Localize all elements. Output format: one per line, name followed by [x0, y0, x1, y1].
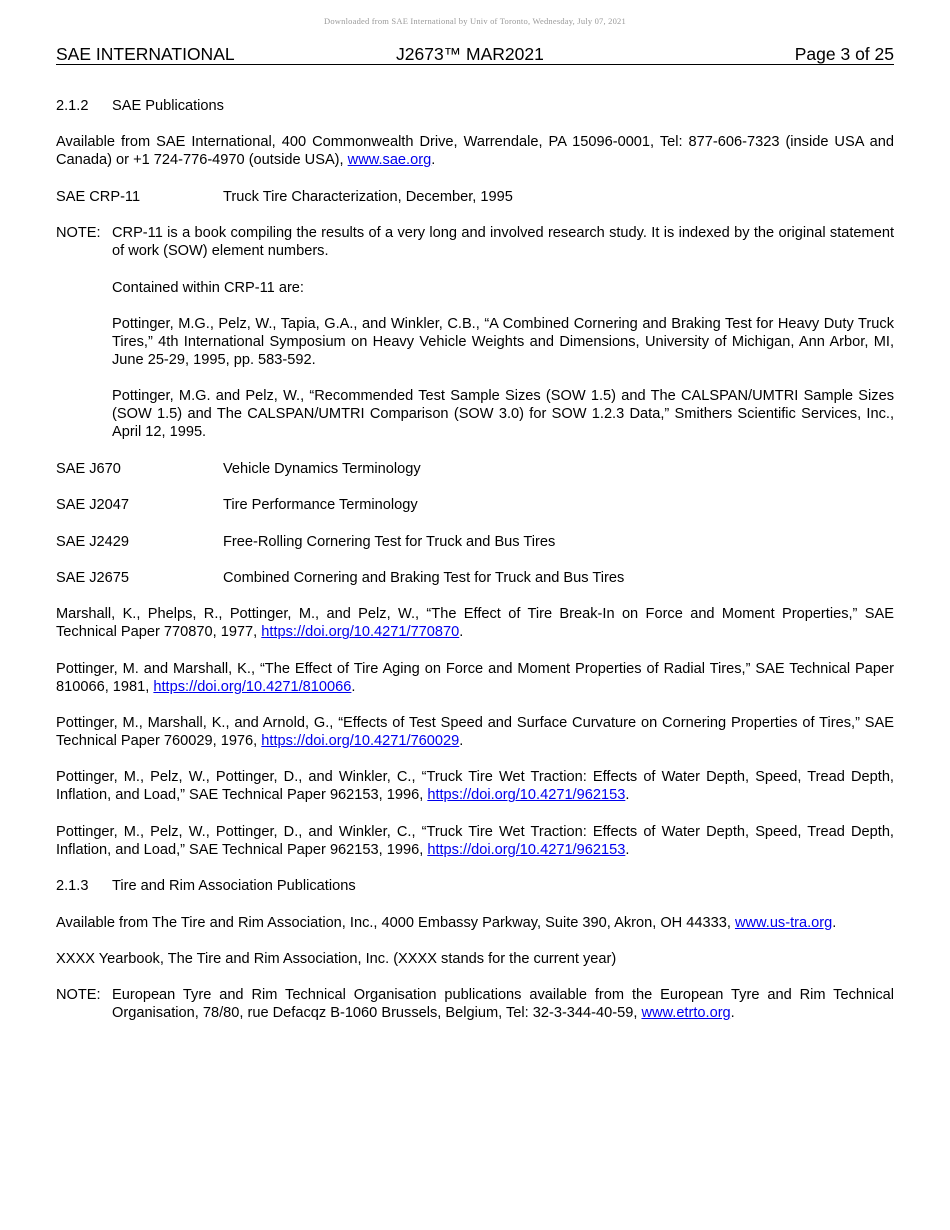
- reference-code: SAE J2675: [56, 569, 130, 586]
- etrto-website-link[interactable]: www.etrto.org: [641, 1005, 731, 1022]
- reference-code: SAE J2429: [56, 533, 130, 550]
- header-doc-number: J2673™ MAR2021: [396, 44, 544, 64]
- citation-pottinger-aging: [56, 660, 894, 696]
- contained-within-text: Contained within CRP-11 are:: [112, 279, 304, 296]
- note-text: CRP-11 is a book compiling the results of a very long and involved research study. It is indexed by the original statement of work (SOW) element numbers.: [112, 225, 894, 260]
- doi-link-810066[interactable]: https://doi.org/10.4271/810066: [153, 678, 352, 695]
- period: .: [459, 733, 464, 750]
- reference-title: Combined Cornering and Braking Test for Truck and Bus Tires: [223, 569, 625, 586]
- citation-marshall-break-in: [56, 605, 894, 641]
- note-text: [112, 986, 894, 1022]
- reference-j670: [56, 460, 894, 478]
- citation-pottinger-wet-traction-duplicate: [56, 823, 894, 859]
- citation-pottinger-test-speed: [56, 714, 894, 750]
- header-publisher: SAE INTERNATIONAL: [56, 44, 235, 64]
- period: .: [431, 152, 436, 169]
- citation-pottinger-wet-traction: [56, 768, 894, 804]
- citation-pottinger-combined: Pottinger, M.G., Pelz, W., Tapia, G.A., and Winkler, C.B., “A Combined Cornering and Braking Test for Heavy Duty Truck Tires,” 4th International Symposium on Heavy Vehicle Weights and Dimensions, University of Michigan, Ann Arbor, MI, June 25-29, 1995, pp. 583-592.: [112, 315, 894, 368]
- citation-text: Pottinger, M., Marshall, K., and Arnold, G., “Effects of Test Speed and Surface Curvature on Cornering Properties of Tires,” SAE Technical Paper 760029, 1976,: [56, 715, 894, 750]
- document-body: [56, 97, 894, 1041]
- doi-link-962153[interactable]: https://doi.org/10.4271/962153: [427, 787, 626, 804]
- doi-link-770870[interactable]: https://doi.org/10.4271/770870: [261, 624, 460, 641]
- citation-text: Pottinger, M. and Marshall, K., “The Effect of Tire Aging on Force and Moment Properties of Radial Tires,” SAE Technical Paper 810066, 1981,: [56, 660, 894, 695]
- tra-website-link[interactable]: www.us-tra.org: [734, 914, 833, 931]
- reference-title: Free-Rolling Cornering Test for Truck and Bus Tires: [223, 533, 556, 550]
- doi-link-962153[interactable]: https://doi.org/10.4271/962153: [427, 841, 626, 858]
- reference-code: SAE J670: [56, 460, 121, 477]
- reference-j2429: [56, 533, 894, 551]
- note-body-text: European Tyre and Rim Technical Organisation publications available from the European Tyre and Rim Technical Organisation, 78/80, rue Defacqz B-1060 Brussels, Belgium, Tel: 32-3-344-40-59,: [112, 987, 894, 1022]
- reference-title: Vehicle Dynamics Terminology: [223, 460, 421, 477]
- sae-website-link[interactable]: www.sae.org: [347, 152, 432, 169]
- reference-title: Truck Tire Characterization, December, 1995: [223, 188, 513, 205]
- period: .: [625, 841, 630, 858]
- period: .: [625, 787, 630, 804]
- section-2-1-2-heading: [56, 97, 894, 115]
- note-crp-11: [56, 224, 894, 260]
- paragraph-text: Available from SAE International, 400 Commonwealth Drive, Warrendale, PA 15096-0001, Tel: 877-606-7323 (inside USA and Canada) or +1 724-776-4970 (outside USA),: [56, 134, 894, 169]
- reference-j2047: [56, 496, 894, 514]
- period: .: [832, 914, 837, 931]
- header-page-number: Page 3 of 25: [794, 44, 894, 64]
- section-title: SAE Publications: [112, 98, 224, 114]
- note-label: NOTE:: [56, 225, 101, 242]
- tra-yearbook-reference: XXXX Yearbook, The Tire and Rim Association, Inc. (XXXX stands for the current year): [56, 951, 617, 968]
- section-title: Tire and Rim Association Publications: [112, 878, 356, 895]
- tra-availability-paragraph: [56, 914, 894, 932]
- note-etrto: [56, 986, 894, 1022]
- reference-code: SAE J2047: [56, 497, 130, 514]
- download-watermark: Downloaded from SAE International by Univ of Toronto, Wednesday, July 07, 2021: [324, 16, 626, 26]
- paragraph-text: Available from The Tire and Rim Association, Inc., 4000 Embassy Parkway, Suite 390, Akron, OH 44333,: [56, 914, 735, 931]
- citation-pottinger-sample-sizes: Pottinger, M.G. and Pelz, W., “Recommended Test Sample Sizes (SOW 1.5) and The CALSPAN/UMTRI Sample Sizes (SOW 1.5) and The CALSPAN/UMTRI Comparison (SOW 3.0) for SOW 1.2.3 Data,” Smithers Scientific Services, Inc., April 12, 1995.: [112, 388, 894, 441]
- reference-title: Tire Performance Terminology: [223, 497, 418, 514]
- reference-code: SAE CRP-11: [56, 188, 141, 205]
- section-number: 2.1.3: [56, 878, 89, 895]
- note-label: NOTE:: [56, 987, 101, 1004]
- citation-text: Pottinger, M., Pelz, W., Pottinger, D., and Winkler, C., “Truck Tire Wet Traction: Effects of Water Depth, Speed, Tread Depth, Inflation, and Load,” SAE Technical Paper 962153, 1996,: [56, 823, 894, 858]
- reference-crp-11: [56, 188, 894, 206]
- doi-link-760029[interactable]: https://doi.org/10.4271/760029: [261, 733, 460, 750]
- section-2-1-3-heading: [56, 877, 894, 895]
- period: .: [730, 1005, 735, 1022]
- section-number: 2.1.2: [56, 98, 89, 114]
- citation-text: Marshall, K., Phelps, R., Pottinger, M., and Pelz, W., “The Effect of Tire Break-In on Force and Moment Properties,” SAE Technical Paper 770870, 1977,: [56, 606, 894, 641]
- sae-availability-paragraph: [56, 133, 894, 169]
- page-header: [56, 44, 894, 65]
- reference-j2675: [56, 569, 894, 587]
- period: .: [351, 678, 356, 695]
- period: .: [459, 624, 464, 641]
- citation-text: Pottinger, M., Pelz, W., Pottinger, D., and Winkler, C., “Truck Tire Wet Traction: Effects of Water Depth, Speed, Tread Depth, Inflation, and Load,” SAE Technical Paper 962153, 1996,: [56, 769, 894, 804]
